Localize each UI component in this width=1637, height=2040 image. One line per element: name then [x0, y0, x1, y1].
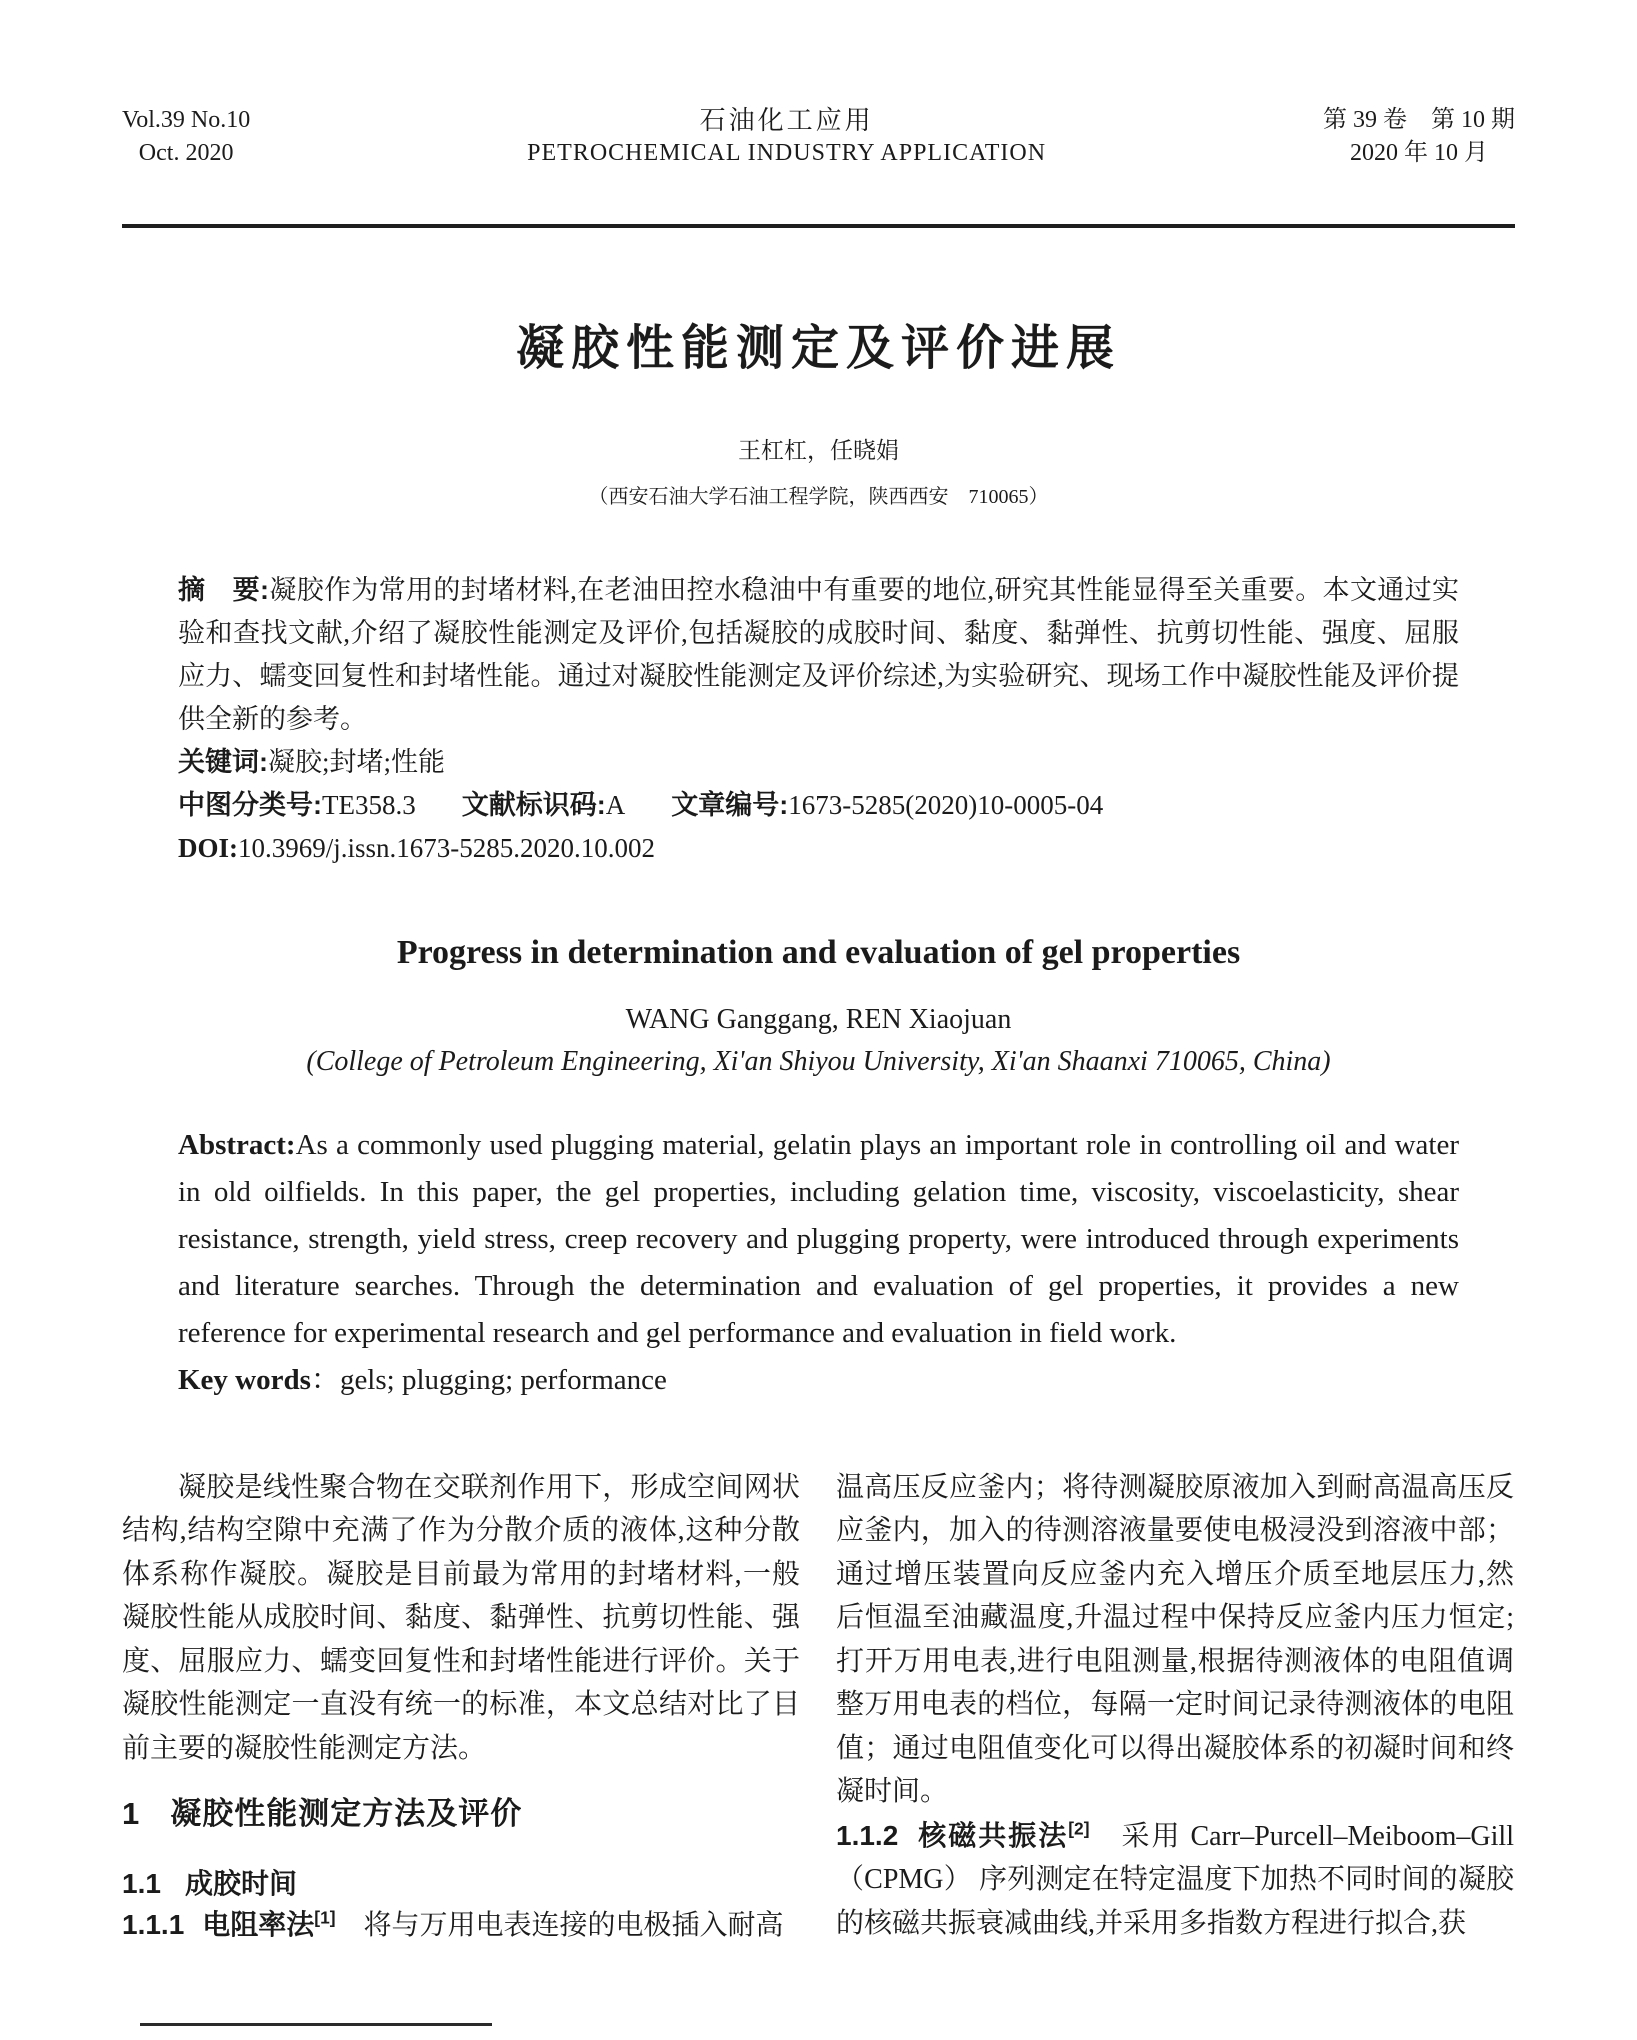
abstract-en [178, 1122, 1459, 1357]
clc-number: 中图分类号:TE358.3 [178, 789, 416, 820]
abstract-cn [178, 569, 1459, 741]
section-1-1-1-continued: 温高压反应釜内；将待测凝胶原液加入到耐高温高压反应釜内，加入的待测溶液量要使电极浸没到溶液中部；通过增压装置向反应釜内充入增压介质至地层压力,然后恒温至油藏温度,升温过程中保持反应釜内压力恒定;打开万用电表,进行电阻测量,根据待测液体的电阻值调整万用电表的档位，每隔一定时间记录待测液体的电阻值；通过电阻值变化可以得出凝胶体系的初凝时间和终凝时间。 [836, 1471, 1514, 1808]
reference-1-marker: [1] [314, 1907, 336, 1928]
abstract-label-en: Abstract: [178, 1128, 296, 1161]
article-title-en: Progress in determination and evaluation of gel properties [396, 933, 1241, 971]
volume-line-en: Vol.39 No.10 [122, 107, 251, 133]
abstract-text-en: As a commonly used plugging material, gelatin plays an important role in controlling oil and water in old oilfields. In this paper, the gel properties, including gelation time, viscosity, viscoelasticity, shear resistance, strength, yield stress, creep recovery and plugging property, were introduced through experiments and literature searches. Through the determination and evaluation of gel properties, it provides a new reference for experimental research and gel performance and evaluation in field work. [178, 1128, 1459, 1349]
volume-line-cn: 第 39 卷 第 10 期 [1322, 107, 1515, 133]
keywords-cn [178, 741, 1459, 784]
article-id: 文章编号:1673-5285(2020)10-0005-04 [671, 789, 1104, 820]
date-line-cn: 2020 年 10 月 [1349, 140, 1488, 166]
volume-issue-cn [1323, 104, 1515, 170]
article-title-cn: 凝胶性能测定及评价进展 [515, 322, 1121, 375]
section-1-1-1-text: 将与万用电表连接的电极插入耐高 [335, 1909, 784, 1941]
front-matter-cn [122, 569, 1515, 870]
journal-name-cn: 石油化工应用 [699, 106, 874, 135]
classification-line [178, 784, 1459, 827]
keywords-label-en: Key words [178, 1363, 311, 1396]
section-1-1-number: 1.1 [122, 1868, 161, 1900]
keywords-text-cn: 凝胶;封堵;性能 [268, 746, 446, 777]
journal-name-en: PETROCHEMICAL INDUSTRY APPLICATION [527, 140, 1047, 166]
abstract-label-cn: 摘 要: [178, 574, 270, 605]
date-line-en: Oct. 2020 [138, 140, 234, 166]
body-columns [122, 1466, 1515, 1948]
left-column [122, 1466, 800, 1948]
front-matter-en [122, 1122, 1515, 1404]
document-code: 文献标识码:A [461, 789, 626, 820]
journal-header [122, 0, 1515, 228]
section-1-1-heading [122, 1866, 800, 1902]
section-1-heading [122, 1794, 800, 1834]
affiliation-en: (College of Petroleum Engineering, Xi'an Shiyou University, Xi'an Shaanxi 710065, China) [306, 1045, 1331, 1077]
section-1-title: 凝胶性能测定方法及评价 [170, 1796, 523, 1832]
keywords-label-cn: 关键词: [178, 746, 268, 777]
doi-line [178, 827, 1459, 870]
keywords-sep-en: ： [310, 1363, 340, 1396]
keywords-en [178, 1357, 1459, 1404]
authors-cn: 王杠杠，任晓娟 [738, 437, 899, 463]
section-1-number: 1 [122, 1796, 141, 1832]
page-content [122, 0, 1515, 1947]
abstract-text-cn: 凝胶作为常用的封堵材料,在老油田控水稳油中有重要的地位,研究其性能显得至关重要。本文通过实验和查找文献,介绍了凝胶性能测定及评价,包括凝胶的成胶时间、黏度、黏弹性、抗剪切性能、强度、屈服应力、蠕变回复性和封堵性能。通过对凝胶性能测定及评价综述,为实验研究、现场工作中凝胶性能及评价提供全新的参考。 [178, 574, 1459, 734]
right-column [836, 1466, 1514, 1948]
section-1-1-title: 成胶时间 [184, 1868, 297, 1900]
footnote-separator-rule [140, 2023, 492, 2026]
section-1-1-1-paragraph [122, 1903, 800, 1948]
section-1-1-2-heading: 1.1.2 核磁共振法[2] [836, 1818, 1090, 1851]
doi-label: DOI: [178, 832, 238, 863]
journal-name [527, 104, 1046, 170]
authors-en: WANG Ganggang, REN Xiaojuan [625, 1003, 1012, 1035]
section-1-1-2-paragraph [836, 1814, 1514, 1946]
doi-value: 10.3969/j.issn.1673-5285.2020.10.002 [238, 832, 656, 863]
intro-paragraph: 凝胶是线性聚合物在交联剂作用下，形成空间网状结构,结构空隙中充满了作为分散介质的液体,这种分散体系称作凝胶。凝胶是目前最为常用的封堵材料,一般凝胶性能从成胶时间、黏度、黏弹性、抗剪切性能、强度、屈服应力、蠕变回复性和封堵性能进行评价。关于凝胶性能测定一直没有统一的标准，本文总结对比了目前主要的凝胶性能测定方法。 [122, 1471, 800, 1764]
reference-2-marker: [2] [1068, 1818, 1090, 1839]
section-1-1-1-heading: 1.1.1 电阻率法[1] [122, 1907, 336, 1940]
section-1-1-2-text: 采用 Carr–Purcell–Meiboom–Gill（CPMG） 序列测定在特定温度下加热不同时间的凝胶的核磁共振衰减曲线,并采用多指数方程进行拟合,获 [836, 1820, 1514, 1939]
keywords-text-en: gels; plugging; performance [339, 1363, 667, 1396]
affiliation-cn: （西安石油大学石油工程学院，陕西西安 710065） [588, 485, 1049, 508]
volume-issue-en [122, 104, 250, 170]
